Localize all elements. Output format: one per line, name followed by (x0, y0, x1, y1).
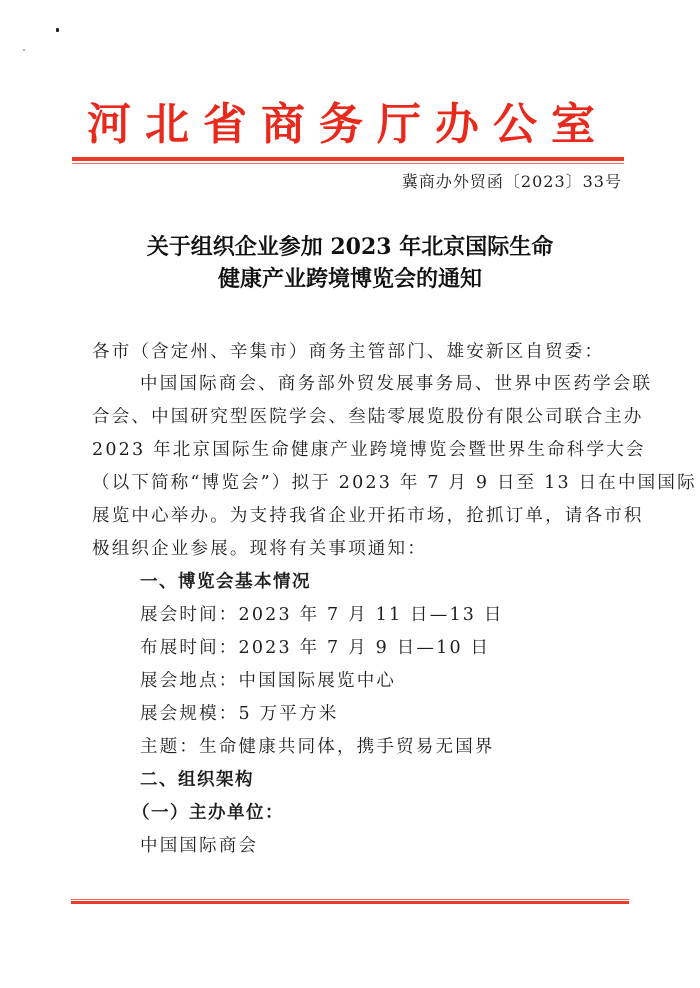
scan-speck (23, 49, 25, 51)
section-heading-1: 一、博览会基本情况 (140, 572, 311, 592)
section-heading-2: 二、组织架构 (140, 770, 254, 790)
letterhead-issuer: 河北省商务厅办公室 (87, 99, 609, 150)
info-item-theme: 主题：生命健康共同体，携手贸易无国界 (140, 737, 495, 757)
document-number: 冀商办外贸函〔2023〕33号 (401, 172, 622, 191)
info-item-scale: 展会规模：5 万平方米 (140, 704, 339, 724)
intro-line: 极组织企业参展。现将有关事项通知： (92, 539, 427, 559)
intro-line: 中国国际商会、商务部外贸发展事务局、世界中医药学会联 (140, 374, 653, 394)
document-title-line-1: 关于组织企业参加 2023 年北京国际生命 (146, 234, 554, 260)
letterhead-rule-thin (72, 163, 624, 164)
footer-rule-thin (71, 899, 629, 900)
info-item-exhibition-time: 展会时间：2023 年 7 月 11 日—13 日 (140, 605, 504, 625)
footer-rule-thick (71, 901, 629, 904)
letterhead-rule-thick (72, 157, 624, 161)
intro-line: 合会、中国研究型医院学会、叁陆零展览股份有限公司联合主办 (92, 407, 644, 427)
intro-line: （以下简称“博览会”）拟于 2023 年 7 月 9 日至 13 日在中国国际 (92, 473, 697, 493)
info-item-venue: 展会地点：中国国际展览中心 (140, 671, 397, 691)
organizer-item: 中国国际商会 (140, 836, 259, 856)
intro-line: 2023 年北京国际生命健康产业跨境博览会暨世界生命科学大会 (92, 440, 646, 460)
sub-heading-organizer: （一）主办单位： (132, 803, 284, 823)
salutation: 各市（含定州、辛集市）商务主管部门、雄安新区自贸委： (92, 342, 605, 362)
info-item-setup-time: 布展时间：2023 年 7 月 9 日—10 日 (140, 638, 491, 658)
document-title-line-2: 健康产业跨境博览会的通知 (217, 266, 482, 292)
scan-speck (56, 28, 59, 32)
intro-line: 展览中心举办。为支持我省企业开拓市场，抢抓订单，请各市积 (92, 506, 644, 526)
